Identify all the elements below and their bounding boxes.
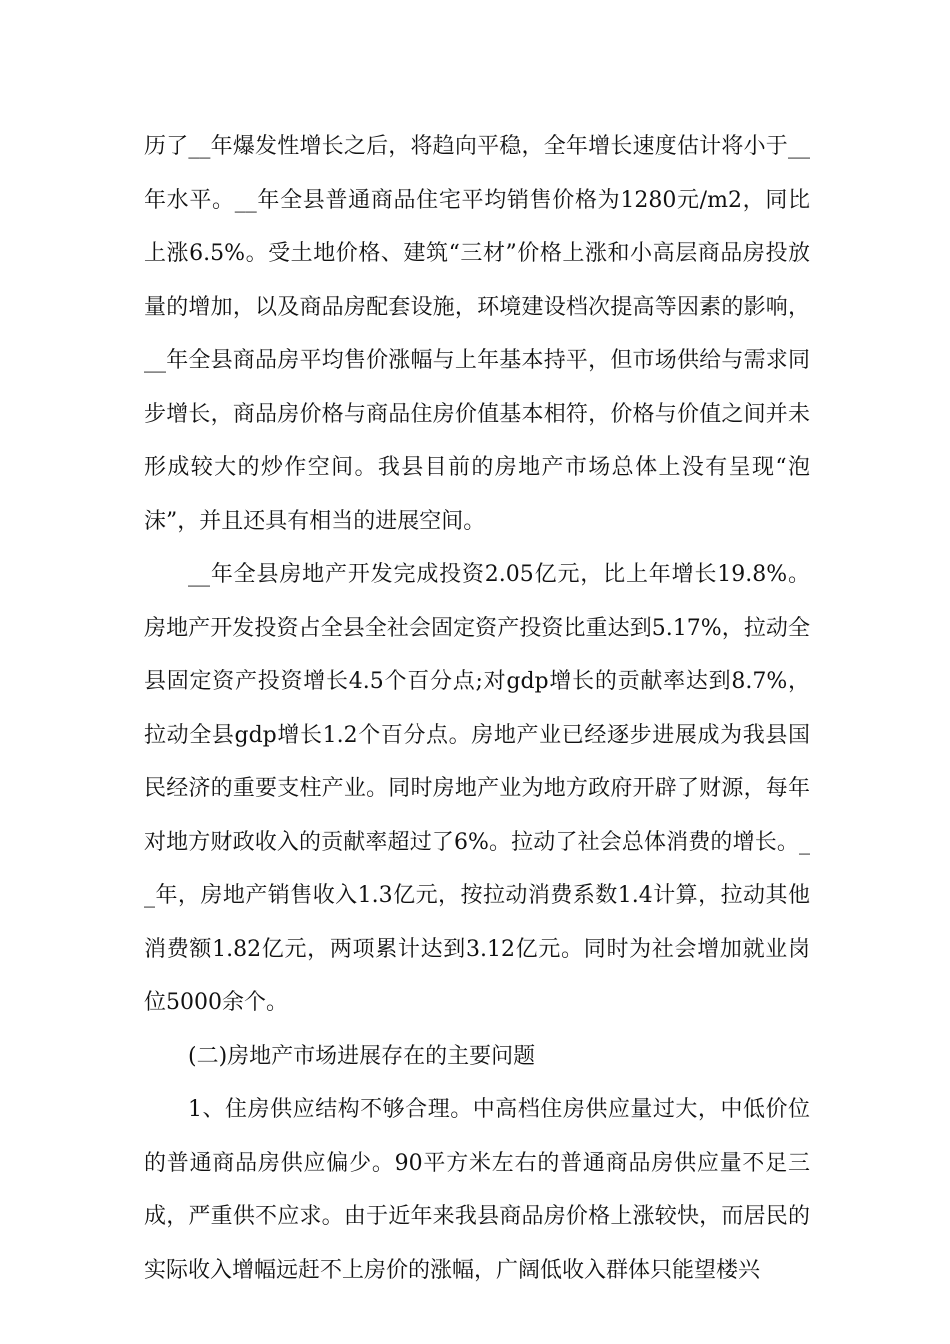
document-page	[144, 120, 810, 1297]
paragraph-investment: __年全县房地产开发完成投资2.05亿元，比上年增长19.8%。房地产开发投资占全县全社会固定资产投资比重达到5.17%，拉动全县固定资产投资增长4.5个百分点;对gdp增长的贡献率达到8.7%，拉动全县gdp增长1.2个百分点。房地产业已经逐步进展成为我县国民经济的重要支柱产业。同时房地产业为地方政府开辟了财源，每年对地方财政收入的贡献率超过了6%。拉动了社会总体消费的增长。__年，房地产销售收入1.3亿元，按拉动消费系数1.4计算，拉动其他消费额1.82亿元，两项累计达到3.12亿元。同时为社会增加就业岗位5000余个。	[144, 562, 810, 1015]
paragraph-supply-structure: 1、住房供应结构不够合理。中高档住房供应量过大，中低价位的普通商品房供应偏少。90平方米左右的普通商品房供应量不足三成，严重供不应求。由于近年来我县商品房价格上涨较快，而居民的实际收入增幅远赶不上房价的涨幅，广阔低收入群体只能望楼兴	[144, 1097, 810, 1283]
paragraph-market-price: 历了__年爆发性增长之后，将趋向平稳，全年增长速度估计将小于__年水平。__年全县普通商品住宅平均销售价格为1280元/m2，同比上涨6.5%。受土地价格、建筑“三材”价格上涨和小高层商品房投放量的增加，以及商品房配套设施，环境建设档次提高等因素的影响，__年全县商品房平均售价涨幅与上年基本持平，但市场供给与需求同步增长，商品房价格与商品住房价值基本相符，价格与价值之间并未形成较大的炒作空间。我县目前的房地产市场总体上没有呈现“泡沫”，并且还具有相当的进展空间。	[144, 134, 810, 534]
section-heading-problems: (二)房地产市场进展存在的主要问题	[188, 1043, 536, 1069]
